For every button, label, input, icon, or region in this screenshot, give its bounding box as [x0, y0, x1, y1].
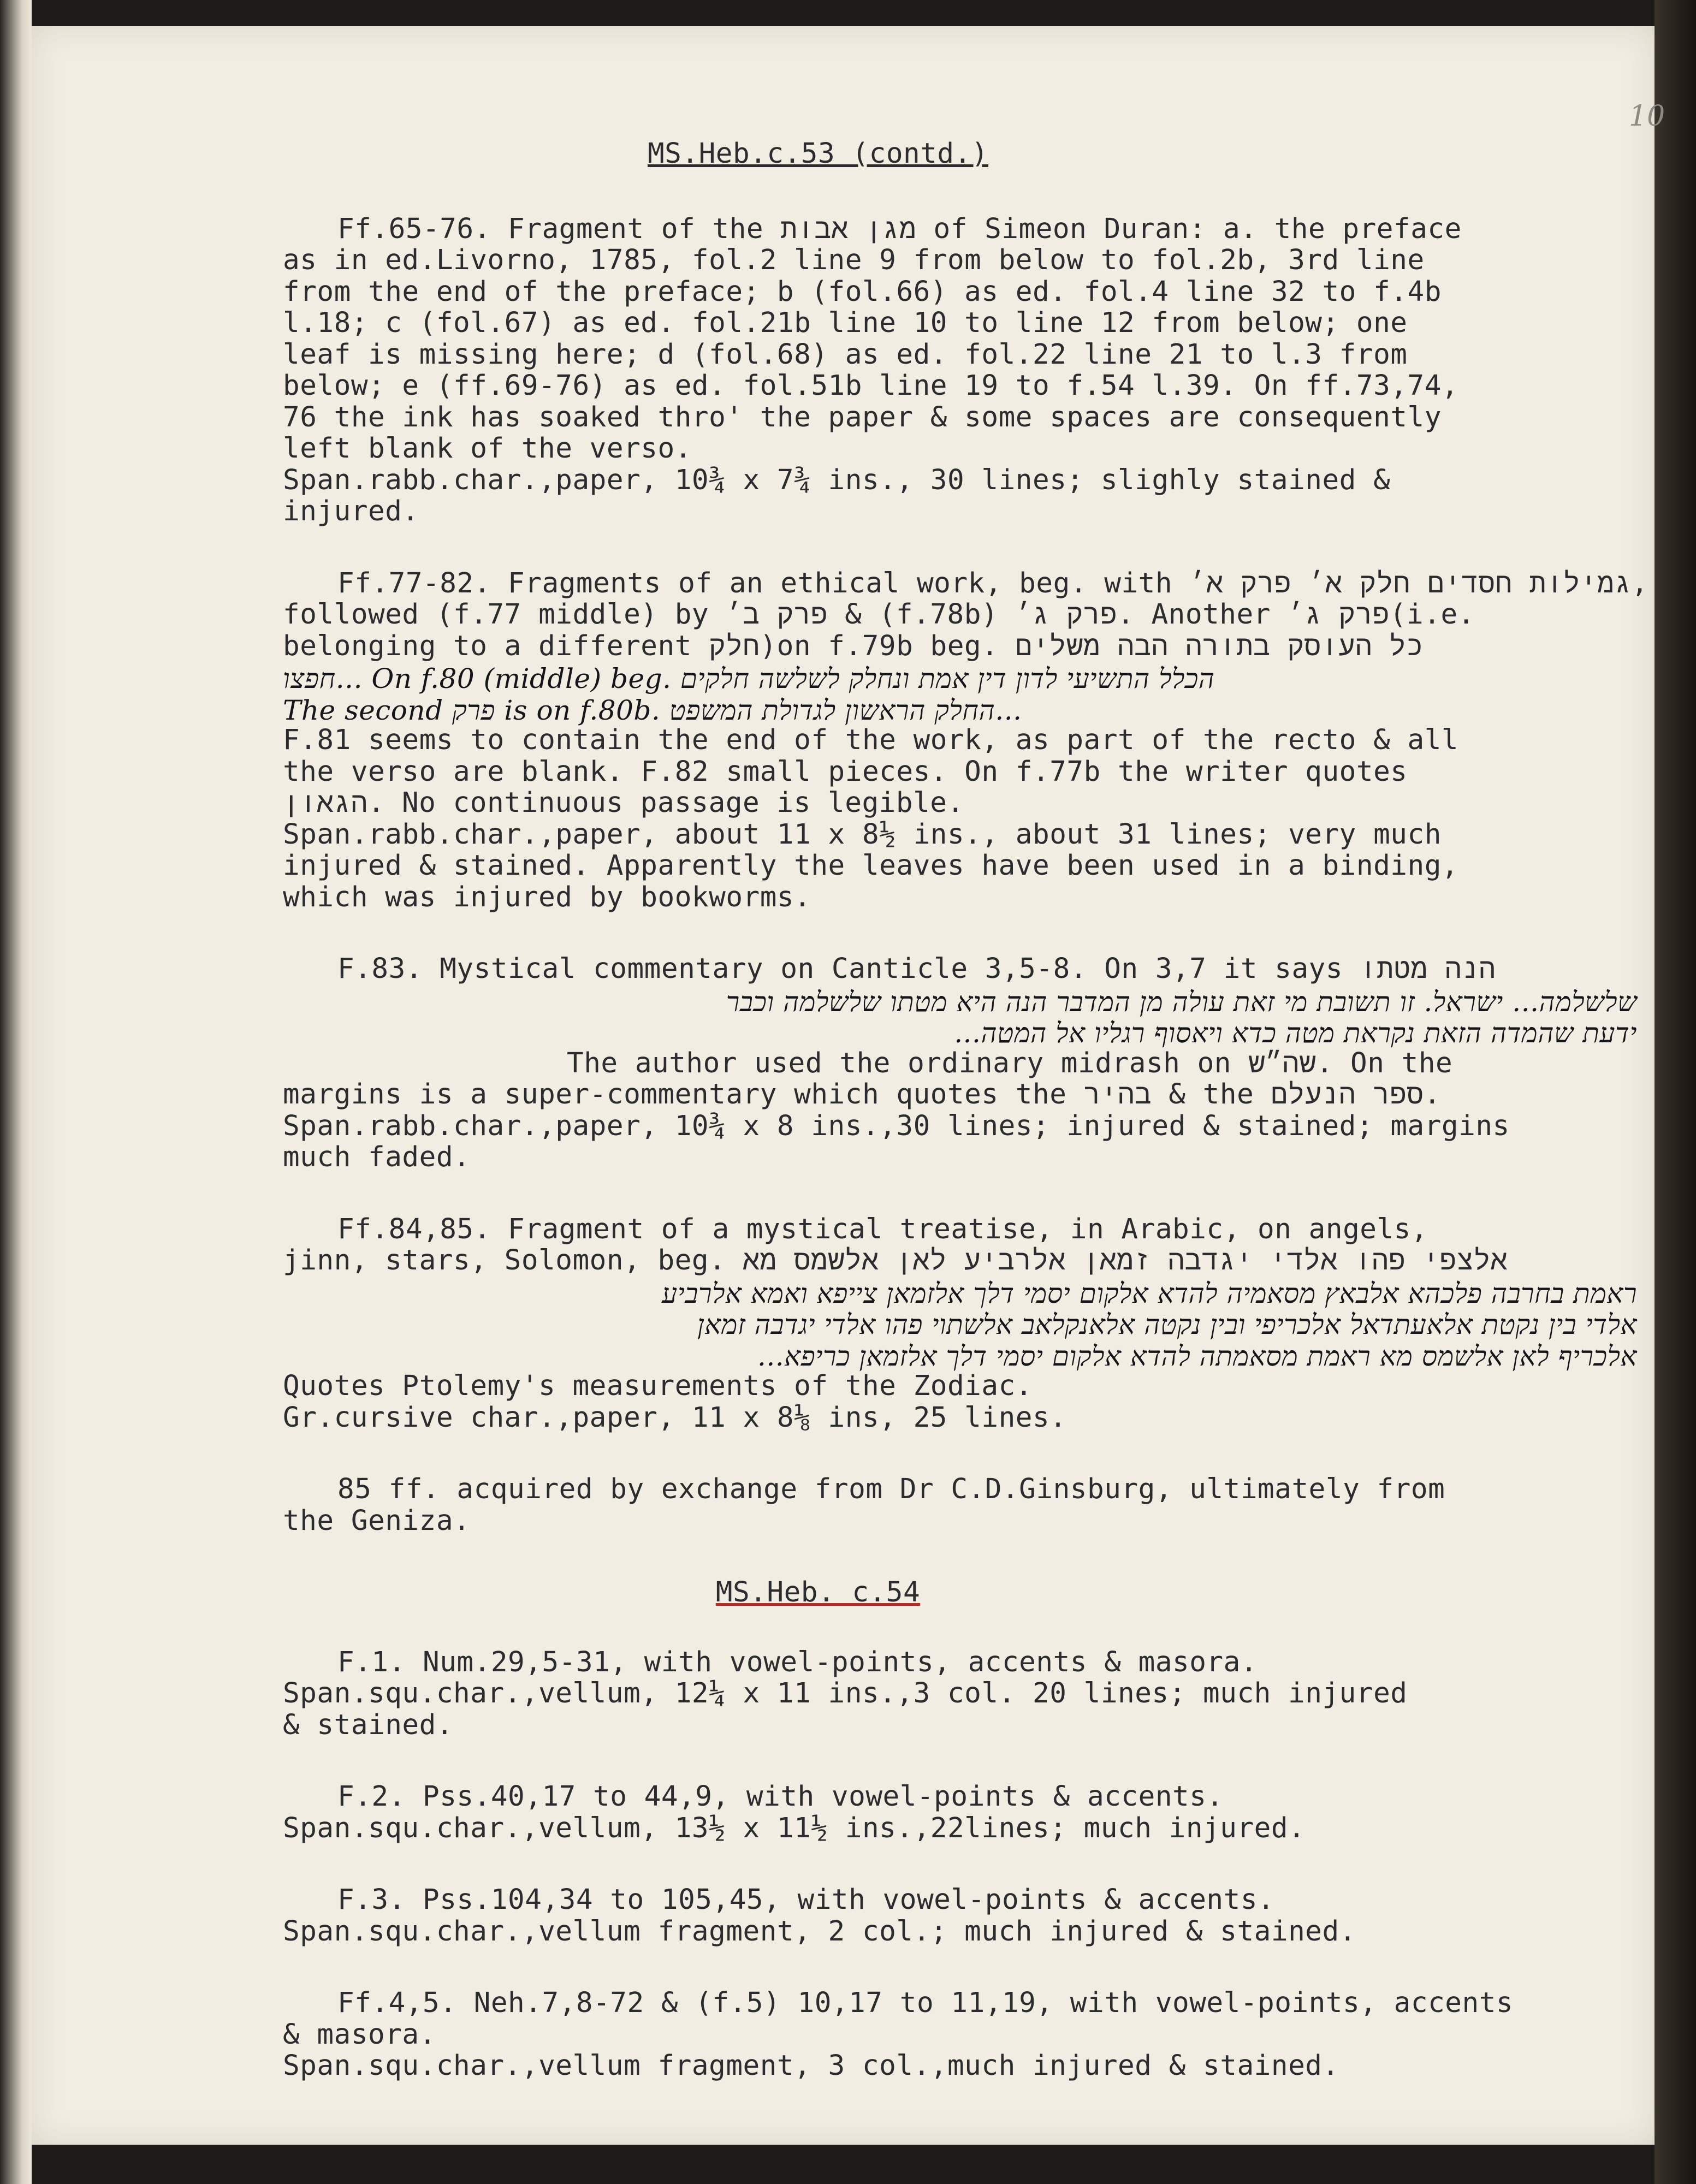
entry-line: Span.rabb.char.,paper, 10¾ x 7¾ ins., 30 lines; slighly stained & [283, 464, 1391, 496]
handwritten-line: חפצו... On f.80 (middle) beg. הכלל התשיעי לדון דין אמת ונחלק לשלשה חלקים [283, 663, 1215, 695]
entry-f83 [283, 953, 1659, 1173]
entry-line: Ff.4,5. Neh.7,8-72 & (f.5) 10,17 to 11,19, with vowel-points, accents [337, 1987, 1514, 2019]
page-content [283, 138, 1659, 2122]
entry-ff77-82 [283, 568, 1659, 913]
entry-line: F.1. Num.29,5-31, with vowel-points, accents & masora. [337, 1646, 1258, 1678]
entry-line: injured. [283, 495, 419, 527]
entry-line: Ff.84,85. Fragment of a mystical treatise, in Arabic, on angels, [337, 1213, 1428, 1245]
entry-line: Span.rabb.char.,paper, 10¾ x 8 ins.,30 lines; injured & stained; margins [283, 1109, 1510, 1142]
entry-ff4-5 [283, 1987, 1659, 2082]
handwritten-line: ראמת בחרבה פלכהא אלבאץ מסאמיה להדא אלקום יסמי דלך אלזמאן צייפא ואמא אלרביע [662, 1277, 1637, 1309]
handwritten-line: שלשלמה... ישראל. זו תשובת מי זאת עולה מן המדבר הנה היא מטתו שלשלמה וכבר [726, 986, 1637, 1018]
entry-line: injured & stained. Apparently the leaves have been used in a binding, [283, 850, 1459, 882]
entry-line: 76 the ink has soaked thro' the paper & some spaces are consequently [283, 401, 1442, 434]
entry-line: Ff.77-82. Fragments of an ethical work, beg. with גמילות חסדים חלק א׳ פרק א׳, [337, 567, 1648, 600]
entry-line: from the end of the preface; b (fol.66) as ed. fol.4 line 32 to f.4b [283, 275, 1442, 308]
entry-line: 85 ff. acquired by exchange from Dr C.D.Ginsburg, ultimately from [337, 1473, 1445, 1505]
entry-line: Quotes Ptolemy's measurements of the Zodiac. [283, 1370, 1033, 1402]
entry-line: which was injured by bookworms. [283, 881, 811, 913]
handwritten-line: ידעת שהמדה הזאת נקראת מטה כדא ויאסוף רגליו אל המטה... [954, 1017, 1637, 1049]
entry-line: F.83. Mystical commentary on Canticle 3,5-8. On 3,7 it says הנה מטתו [337, 953, 1496, 985]
entry-ff84-85 [283, 1214, 1659, 1434]
handwritten-line: אלדי בין נקטת אלאעתדאל אלכריפי ובין נקטה אלאנקלאב אלשתוי פהו אלדי יגדבה זמאן [697, 1309, 1637, 1340]
entry-line: l.18; c (fol.67) as ed. fol.21b line 10 to line 12 from below; one [283, 307, 1408, 339]
entry-line: Span.squ.char.,vellum fragment, 3 col.,much injured & stained. [283, 2050, 1339, 2082]
handwritten-line: The second פרק is on f.80b. החלק הראשון לגדולת המשפט... [283, 694, 1022, 726]
entry-line: The author used the ordinary midrash on שה״ש. On the [567, 1047, 1453, 1079]
entry-f1 [283, 1647, 1659, 1741]
entry-line: & masora. [283, 2018, 436, 2051]
entry-line: Ff.65-76. Fragment of the מגן אבות of Simeon Duran: a. the preface [337, 212, 1462, 245]
section-heading-c54: MS.Heb. c.54 [715, 1576, 921, 1609]
entry-line: & stained. [283, 1708, 454, 1741]
entry-line: followed (f.77 middle) by פרק ב׳ & (f.78b) פרק ג׳. Another פרק ג׳(i.e. [283, 598, 1475, 631]
entry-line: belonging to a different חלק)on f.79b beg. כל העוסק בתורה הבה משלים [283, 630, 1424, 662]
entry-line: F.3. Pss.104,34 to 105,45, with vowel-points & accents. [337, 1884, 1275, 1916]
entry-line: margins is a super-commentary which quotes the בהיר & the ספר הנעלם. [283, 1078, 1441, 1111]
entry-line: below; e (ff.69-76) as ed. fol.51b line 19 to f.54 l.39. On ff.73,74, [283, 370, 1459, 402]
entry-acquisition-note [283, 1474, 1659, 1536]
book-binding-left [0, 0, 32, 2184]
entry-f2 [283, 1781, 1659, 1844]
entry-line: Gr.cursive char.,paper, 11 x 8⅛ ins, 25 lines. [283, 1401, 1067, 1434]
entry-line: Span.squ.char.,vellum, 13½ x 11½ ins.,22lines; much injured. [283, 1812, 1306, 1844]
entry-line: much faded. [283, 1141, 471, 1173]
entry-line: as in ed.Livorno, 1785, fol.2 line 9 from below to fol.2b, 3rd line [283, 244, 1425, 276]
entry-line: Span.rabb.char.,paper, about 11 x 8½ ins., about 31 lines; very much [283, 818, 1442, 851]
entry-line: the Geniza. [283, 1504, 471, 1537]
entry-line: Span.squ.char.,vellum fragment, 2 col.; much injured & stained. [283, 1915, 1356, 1948]
folio-number: 10 [1629, 100, 1665, 133]
entry-ff65-76 [283, 213, 1659, 527]
section-heading-c53: MS.Heb.c.53 (contd.) [647, 138, 989, 170]
entry-line: F.81 seems to contain the end of the work, as part of the recto & all [283, 724, 1459, 756]
entry-line: הגאון. No continuous passage is legible. [283, 787, 964, 819]
entry-f3 [283, 1884, 1659, 1947]
entry-line: the verso are blank. F.82 small pieces. On f.77b the writer quotes [283, 755, 1408, 788]
book-binding-right [1655, 0, 1696, 2184]
entry-line: F.2. Pss.40,17 to 44,9, with vowel-points & accents. [337, 1781, 1224, 1813]
entry-line: Span.squ.char.,vellum, 12¼ x 11 ins.,3 col. 20 lines; much injured [283, 1677, 1408, 1710]
catalogue-page [32, 26, 1665, 2145]
entry-line: left blank of the verso. [283, 432, 692, 465]
entry-line: jinn, stars, Solomon, beg. אלצפי פהו אלדי יגדבה זמאן אלרביע לאן אלשמס מא [283, 1244, 1508, 1277]
handwritten-line: אלכריף לאן אלשמס מא ראמת מסאמתה להדא אלקום יסמי דלך אלזמאן כריפא... [757, 1340, 1637, 1372]
entry-line: leaf is missing here; d (fol.68) as ed. fol.22 line 21 to l.3 from [283, 338, 1408, 371]
